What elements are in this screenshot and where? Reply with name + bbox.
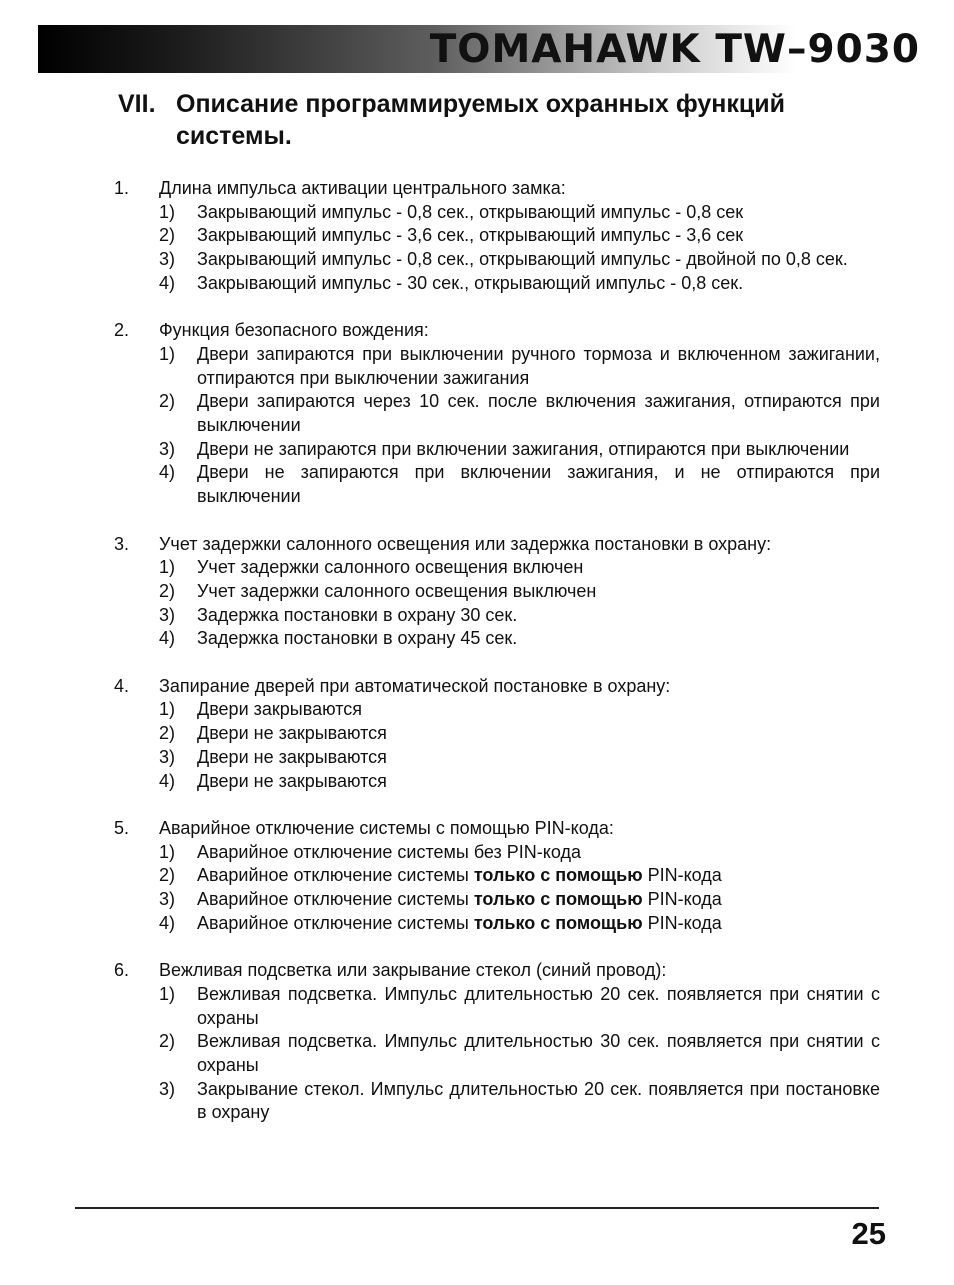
setting-option <box>159 461 880 508</box>
setting-title: Длина импульса активации центрального замка: <box>159 178 566 198</box>
setting-option <box>159 201 880 225</box>
settings-list <box>112 177 880 1149</box>
option-number: 2) <box>159 723 176 744</box>
setting-option <box>159 438 880 462</box>
setting-item <box>112 959 880 1125</box>
option-text <box>197 912 880 936</box>
option-text: Двери не закрываются <box>197 723 387 744</box>
option-number: 3) <box>159 1078 176 1099</box>
setting-title: Вежливая подсветка или закрывание стекол (синий провод): <box>159 960 667 981</box>
setting-item <box>112 817 880 936</box>
option-number: 4) <box>159 770 176 791</box>
setting-option <box>159 912 880 936</box>
setting-title: Аварийное отключение системы с помощью PIN-кода: <box>159 817 614 838</box>
option-text: Двери не закрываются <box>197 746 387 767</box>
setting-option <box>159 746 880 770</box>
setting-option <box>159 770 880 794</box>
option-text: Закрывание стекол. Импульс длительностью 20 сек. появляется при постановке в охрану <box>197 1078 880 1123</box>
option-number: 3) <box>159 249 176 270</box>
option-number: 2) <box>159 1031 176 1052</box>
option-number: 2) <box>159 865 176 886</box>
option-text-post: PIN-кода <box>642 889 722 910</box>
setting-option <box>159 722 880 746</box>
option-text: Закрывающий импульс - 30 сек., открывающий импульс - 0,8 сек. <box>197 272 744 293</box>
option-number: 2) <box>159 391 176 412</box>
setting-number: 2. <box>114 320 130 341</box>
option-text: Учет задержки салонного освещения выключен <box>197 580 597 601</box>
setting-option <box>159 604 880 628</box>
section-number: VII. <box>118 90 156 118</box>
section-title: Описание программируемых охранных функций системы. <box>176 90 786 150</box>
page-number: 25 <box>851 1216 886 1251</box>
setting-option <box>159 580 880 604</box>
setting-option <box>159 248 880 272</box>
option-number: 2) <box>159 225 176 246</box>
setting-number: 3. <box>114 533 130 554</box>
setting-number: 1. <box>114 178 130 198</box>
option-text: Двери закрываются <box>197 699 362 720</box>
option-number: 3) <box>159 604 176 625</box>
setting-option <box>159 864 880 888</box>
option-number: 1) <box>159 557 176 578</box>
setting-option <box>159 556 880 580</box>
option-text: Закрывающий импульс - 3,6 сек., открывающий импульс - 3,6 сек <box>197 225 744 246</box>
option-text: Двери не закрываются <box>197 770 387 791</box>
option-number: 1) <box>159 699 176 720</box>
option-text <box>197 888 880 912</box>
option-text: Вежливая подсветка. Импульс длительностью 30 сек. появляется при снятии с охраны <box>197 1031 880 1075</box>
option-text: Задержка постановки в охрану 30 сек. <box>197 604 518 625</box>
option-number: 4) <box>159 462 176 483</box>
option-text: Учет задержки салонного освещения включен <box>197 557 584 578</box>
setting-title: Функция безопасного вождения: <box>159 320 429 341</box>
option-number: 1) <box>159 343 176 364</box>
option-number: 3) <box>159 889 176 910</box>
setting-option <box>159 343 880 390</box>
setting-number: 6. <box>114 960 130 981</box>
option-text: Аварийное отключение системы без PIN-кода <box>197 841 582 862</box>
option-number: 1) <box>159 841 176 862</box>
option-number: 4) <box>159 912 176 933</box>
option-number: 4) <box>159 628 176 649</box>
setting-number: 4. <box>114 675 130 696</box>
setting-item <box>112 177 880 296</box>
setting-title: Учет задержки салонного освещения или задержка постановки в охрану: <box>159 533 772 554</box>
setting-title: Запирание дверей при автоматической постановке в охрану: <box>159 675 671 696</box>
option-number: 4) <box>159 272 176 293</box>
footer-divider <box>75 1207 879 1209</box>
option-text: Закрывающий импульс - 0,8 сек., открывающий импульс - двойной по 0,8 сек. <box>197 249 848 270</box>
setting-option <box>159 1078 880 1125</box>
option-text-pre: Аварийное отключение системы <box>197 912 474 933</box>
option-text: Закрывающий импульс - 0,8 сек., открывающий импульс - 0,8 сек <box>197 201 744 222</box>
setting-option <box>159 983 880 1030</box>
option-text: Двери не запираются при включении зажигания, и не отпираются при выключении <box>197 462 880 507</box>
option-number: 1) <box>159 201 176 222</box>
option-number: 3) <box>159 438 176 459</box>
setting-option <box>159 698 880 722</box>
option-text-post: PIN-кода <box>642 865 722 886</box>
option-text: Двери не запираются при включении зажигания, отпираются при выключении <box>197 438 850 459</box>
setting-item <box>112 533 880 652</box>
option-number: 3) <box>159 746 176 767</box>
option-text-emphasis: только с помощью <box>473 912 643 933</box>
setting-option <box>159 390 880 437</box>
setting-option <box>159 888 880 912</box>
option-text: Двери запираются через 10 сек. после включения зажигания, отпираются при выключении <box>197 391 880 436</box>
setting-option <box>159 1030 880 1077</box>
setting-item <box>112 319 880 509</box>
option-text-pre: Аварийное отключение системы <box>197 865 474 886</box>
option-number: 1) <box>159 983 176 1004</box>
option-text: Вежливая подсветка. Импульс длительностью 20 сек. появляется при снятии с охраны <box>197 983 880 1028</box>
option-text-post: PIN-кода <box>642 912 722 933</box>
setting-item <box>112 675 880 794</box>
option-text-pre: Аварийное отключение системы <box>197 889 474 910</box>
option-text-emphasis: только с помощью <box>473 889 643 910</box>
option-text: Двери запираются при выключении ручного тормоза и включенном зажигании, отпираются при выключении зажигания <box>197 343 880 388</box>
option-text-emphasis: только с помощью <box>473 865 643 886</box>
setting-option <box>159 272 880 296</box>
option-text <box>197 864 880 888</box>
setting-number: 5. <box>114 817 130 838</box>
setting-option <box>159 627 880 651</box>
setting-option <box>159 841 880 865</box>
brand-title: TOMAHAWK TW–9030 <box>429 27 920 72</box>
option-number: 2) <box>159 580 176 601</box>
setting-option <box>159 224 880 248</box>
option-text: Задержка постановки в охрану 45 сек. <box>197 628 518 649</box>
